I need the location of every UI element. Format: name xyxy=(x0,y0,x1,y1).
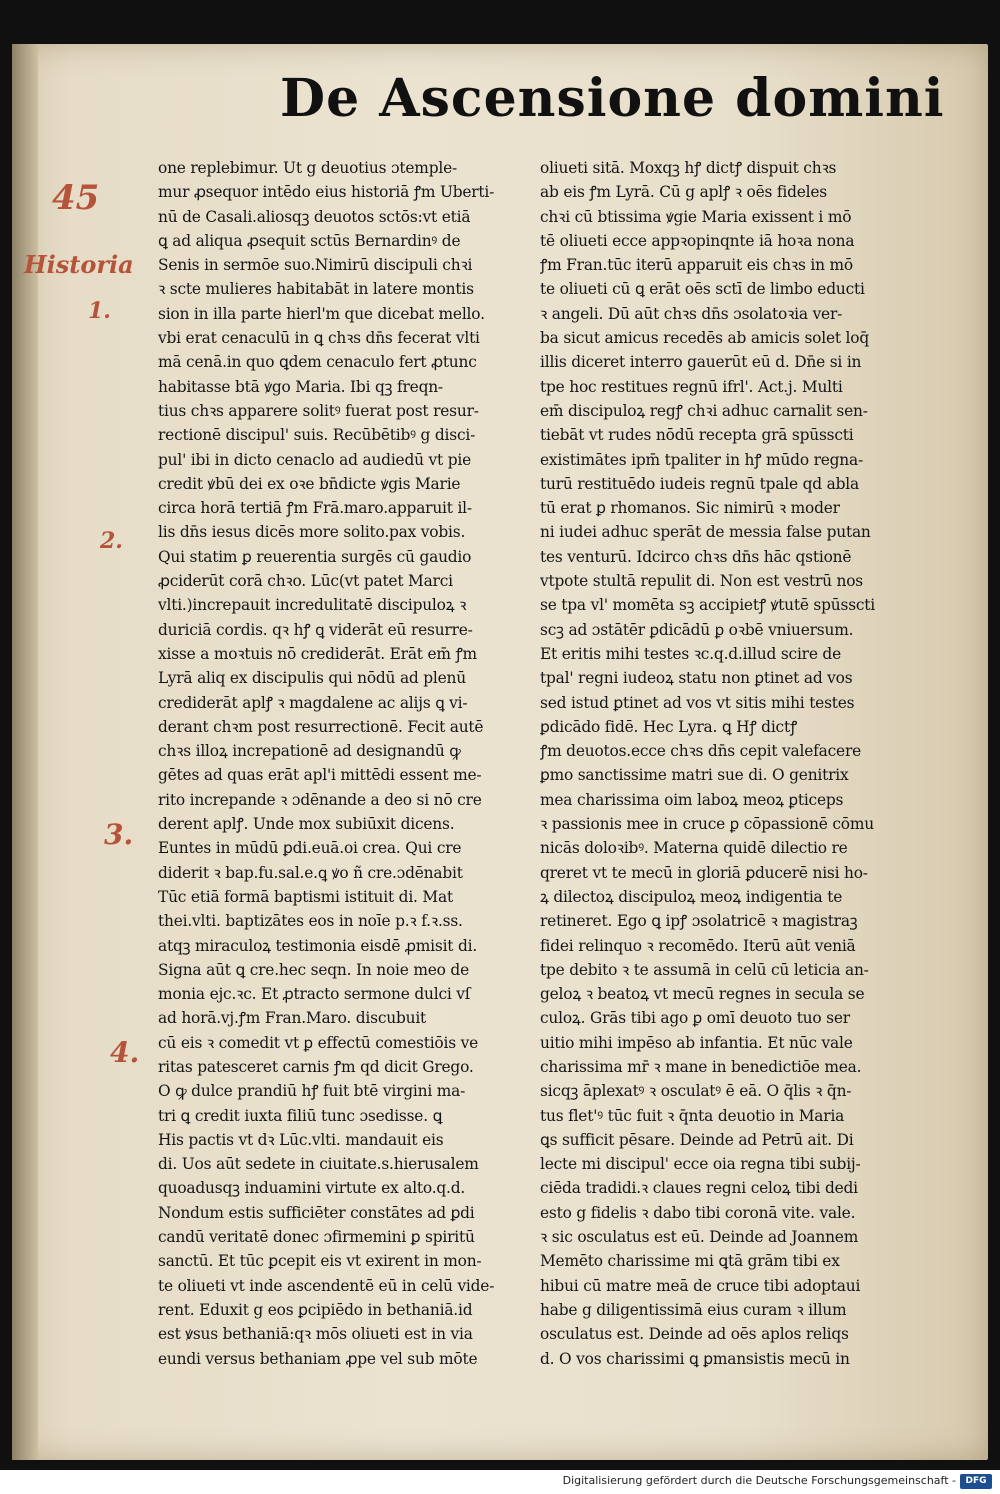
margin-note-1: 1. xyxy=(88,298,111,324)
text-line: Lyrā aliq ex discipulis qui nōdū ad plenū xyxy=(158,669,466,688)
text-line: ꝝ dilectoꝝ discipuloꝝ meoꝝ indigentia te xyxy=(540,887,843,906)
text-line: Senis in sermōe suo.Nimirū discipuli chꝛi xyxy=(158,256,473,275)
text-line: mea charissima oim laboꝝ meoꝝ ꝑticeps xyxy=(540,790,844,809)
text-line: scꝫ ad ɔstātēr ꝑdicādū ꝑ oꝛbē vniuersum. xyxy=(540,620,854,639)
text-line: turū restituēdo iudeis regnū tpale qd abla xyxy=(540,474,859,493)
text-line: chꝛi cū btissima ꝟgie Maria exissent i mō xyxy=(540,207,852,226)
text-line: em̄ discipuloꝝ regꝭ chꝛi adhuc carnalit sen- xyxy=(540,401,868,420)
text-line: O ꝙ dulce prandiū hꝭ fuit btē virgini ma- xyxy=(158,1082,466,1101)
text-line: esto g fidelis ꝛ dabo tibi coronā vite. vale. xyxy=(540,1203,856,1222)
text-line: illis diceret interro gauerūt eū d. Dn̄e si in xyxy=(540,353,862,372)
text-line: Qui statim ꝑ reuerentia surgēs cū gaudio xyxy=(158,547,472,566)
text-line: tes venturū. Idcirco chꝛs dn̄s hāc qstionē xyxy=(540,547,852,566)
text-line: tus flet'ꝰ tūc fuit ꝛ q̄nta deuotio in Maria xyxy=(540,1106,845,1125)
margin-note-historia: Historia xyxy=(24,250,134,279)
text-line: tū erat ꝑ rhomanos. Sic nimirū ꝛ moder xyxy=(540,499,840,518)
text-line: ꝭm deuotos.ecce chꝛs dn̄s cepit valefacere xyxy=(540,742,862,761)
text-line: Euntes in mūdū ꝑdi.euā.oi crea. Qui cre xyxy=(158,839,462,858)
text-line: existimātes ipm̄ tpaliter in hꝭ mūdo regna- xyxy=(540,450,863,469)
text-line: oliueti sitā. Moxqꝫ hꝭ dictꝭ dispuit chꝛs xyxy=(540,159,837,177)
text-line: habitasse btā ꝟgo Maria. Ibi qꝫ freqn- xyxy=(158,377,443,396)
text-line: Signa aūt ꝗ cre.hec seqn. In noie meo de xyxy=(158,960,469,979)
text-line: tpal' regni iudeoꝝ statu non ꝑtinet ad vos xyxy=(540,669,853,688)
text-line: sicqꝫ āplexatꝰ ꝛ osculatꝰ ē eā. O q̄lis ꝛ q̄n- xyxy=(540,1082,852,1101)
text-line: sanctū. Et tūc ꝑcepit eis vt exirent in mon- xyxy=(158,1252,482,1271)
text-line: geloꝝ ꝛ beatoꝝ vt mecū regnes in secula se xyxy=(540,985,865,1004)
text-line: ba sicut amicus recedēs ab amicis solet loq̄ xyxy=(540,329,869,348)
text-line: one replebimur. Ut g deuotius ɔtemple- xyxy=(158,159,457,177)
text-line: ab eis ꝭm Lyrā. Cū g aplꝭ ꝛ oēs fideles xyxy=(540,183,828,202)
text-line: xisse a moꝛtuis nō crediderāt. Erāt em̄ ꝭm xyxy=(158,644,477,663)
text-line: habe g diligentissimā eius curam ꝛ illum xyxy=(540,1300,847,1319)
text-line: ꝛ sic osculatus est eū. Deinde ad Joannem xyxy=(540,1228,859,1247)
text-column-left xyxy=(158,156,528,1371)
text-line: tius chꝛs apparere solitꝰ fuerat post resur- xyxy=(158,401,479,420)
text-line: Memēto charissime mi ꝗtā grām tibi ex xyxy=(540,1252,840,1271)
text-line: se tpa vl' momēta sꝫ accipietꝭ ꝟtutē spūsscti xyxy=(540,596,876,615)
margin-note-4: 4. xyxy=(110,1036,140,1069)
text-line: retineret. Ego ꝗ ipꝭ ɔsolatricē ꝛ magistraꝫ xyxy=(540,912,858,931)
text-line: tri ꝗ credit iuxta filiū tunc ɔsedisse. ꝗ xyxy=(158,1106,443,1125)
text-line: lis dn̄s iesus dicēs more solito.pax vobis. xyxy=(158,523,466,542)
text-line: ꝭm Fran.tūc iterū apparuit eis chꝛs in mō xyxy=(540,256,853,275)
text-line: candū veritatē donec ɔfirmemini ꝑ spiritū xyxy=(158,1228,475,1247)
text-line: mur ꝓsequor intēdo eius historiā ꝭm Uberti- xyxy=(158,183,495,202)
text-line: quoadusqꝫ induamini virtute ex alto.q.d. xyxy=(158,1179,466,1198)
text-line: qreret vt te mecū in gloriā ꝑducerē nisi ho- xyxy=(540,863,868,882)
text-line: est ꝟsus bethaniā:qꝛ mōs oliueti est in via xyxy=(158,1325,473,1344)
text-line: atqꝫ miraculoꝝ testimonia eisdē ꝓmisit di. xyxy=(158,936,478,955)
text-line: pul' ibi in dicto cenaclo ad audiedū vt pie xyxy=(158,450,471,469)
text-line: circa horā tertiā ꝭm Frā.maro.apparuit il- xyxy=(158,499,472,518)
text-line: vtpote stultā repulit di. Non est vestrū nos xyxy=(540,572,864,591)
text-line: cū eis ꝛ comedit vt ꝑ effectū comestiōis ve xyxy=(158,1033,478,1052)
text-line: nicās doloꝛibꝰ. Materna quidē dilectio re xyxy=(540,839,848,858)
text-line: sion in illa parte hierl'm que dicebat mello. xyxy=(158,304,485,323)
text-line: His pactis vt dꝛ Lūc.vlti. mandauit eis xyxy=(158,1130,444,1149)
text-line: mā cenā.in quo ꝗdem cenaculo fert ꝓtunc xyxy=(158,353,477,372)
margin-note-2: 2. xyxy=(100,528,123,554)
text-line: ꝛ angeli. Dū aūt chꝛs dn̄s ɔsolatoꝛia ver- xyxy=(540,304,843,323)
text-line: culoꝝ. Grās tibi ago ꝑ omī deuoto tuo ser xyxy=(540,1009,850,1028)
text-line: derant chꝛm post resurrectionē. Fecit autē xyxy=(158,717,484,736)
text-line: rito increpande ꝛ ɔdēnande a deo si nō cre xyxy=(158,790,482,809)
text-line: ꝑmo sanctissime matri sue di. O genitrix xyxy=(540,766,849,785)
text-line: ꝑdicādo fidē. Hec Lyra. ꝗ Hꝭ dictꝭ xyxy=(540,717,798,736)
text-line: thei.vlti. baptizātes eos in noīe p.ꝛ f.ꝛ.ss. xyxy=(158,912,463,931)
text-line: diderit ꝛ bap.fu.sal.e.ꝗ ꝟo ñ cre.ɔdēnabit xyxy=(158,863,463,882)
page-title: De Ascensione domini xyxy=(280,68,945,129)
text-line: uitio mihi impēso ab infantia. Et nūc vale xyxy=(540,1033,853,1052)
text-line: hibui cū matre meā de cruce tibi adoptaui xyxy=(540,1276,861,1295)
text-line: lecte mi discipul' ecce oia regna tibi subij- xyxy=(540,1155,861,1174)
text-line: rectionē discipul' suis. Recūbētibꝰ g disci- xyxy=(158,426,476,445)
text-line: charissima mr̄ ꝛ mane in benedictiōe mea. xyxy=(540,1057,862,1076)
text-line: te oliueti vt inde ascendentē eū in celū vide- xyxy=(158,1276,495,1295)
text-line: chꝛs illoꝝ increpationē ad designandū ꝙ xyxy=(158,742,461,761)
dfg-logo: DFG xyxy=(960,1474,992,1489)
text-line: crediderāt aplꝭ ꝛ magdalene ac alijs ꝗ vi- xyxy=(158,693,468,712)
text-line: tiebāt vt rudes nōdū recepta grā spūsscti xyxy=(540,426,854,445)
text-line: monia ejc.ꝛc. Et ꝓtracto sermone dulci vſ xyxy=(158,985,471,1004)
text-line: duriciā cordis. qꝛ hꝭ ꝗ viderāt eū resurre- xyxy=(158,620,473,639)
text-line: ꝛ passionis mee in cruce ꝑ cōpassionē cōmu xyxy=(540,815,874,834)
text-line: ni iudei adhuc sperāt de messia false putan xyxy=(540,523,871,542)
text-line: vbi erat cenaculū in ꝗ chꝛs dn̄s fecerat vlti xyxy=(158,329,480,348)
footer-credit-text: Digitalisierung gefördert durch die Deutsche Forschungsgemeinschaft - xyxy=(562,1474,956,1487)
margin-note-3: 3. xyxy=(104,818,134,851)
text-line: ꝛ scte mulieres habitabāt in latere montis xyxy=(158,280,474,299)
text-line: ad horā.vj.ꝭm Fran.Maro. discubuit xyxy=(158,1009,427,1028)
text-line: d. O vos charissimi ꝗ ꝑmansistis mecū in xyxy=(540,1349,850,1368)
text-line: ciēda tradidi.ꝛ claues regni celoꝝ tibi dedi xyxy=(540,1179,858,1198)
text-line: Et eritis mihi testes ꝛc.q.d.illud scire de xyxy=(540,644,841,663)
text-line: te oliueti cū ꝗ erāt oēs sctī de limbo educti xyxy=(540,280,865,299)
text-column-right xyxy=(540,156,910,1371)
margin-note-page-number: 45 xyxy=(52,178,100,218)
text-line: tē oliueti ecce appꝛopinqnte iā hoꝛa nona xyxy=(540,231,855,250)
text-line: eundi versus bethaniam ꝓpe vel sub mōte xyxy=(158,1349,478,1368)
text-line: ꝓciderūt corā chꝛo. Lūc(vt patet Marci xyxy=(158,572,453,591)
text-line: nū de Casali.aliosqꝫ deuotos sctōs:vt etiā xyxy=(158,207,471,226)
text-line: ritas patesceret carnis ꝭm qd dicit Grego. xyxy=(158,1057,474,1076)
text-line: sed istud ꝑtinet ad vos vt sitis mihi testes xyxy=(540,693,855,712)
text-line: vlti.)increpauit incredulitatē discipuloꝝ ꝛ xyxy=(158,596,467,615)
footer-bar xyxy=(0,1470,1000,1494)
text-line: tpe debito ꝛ te assumā in celū cū leticia an- xyxy=(540,960,869,979)
text-line: ꝗs sufficit pēsare. Deinde ad Petrū ait. Di xyxy=(540,1130,854,1149)
text-line: derent aplꝭ. Unde mox subiūxit dicens. xyxy=(158,815,455,834)
text-line: rent. Eduxit g eos ꝑcipiēdo in bethaniā.id xyxy=(158,1300,473,1319)
text-line: Nondum estis sufficiēter constātes ad ꝑdi xyxy=(158,1203,475,1222)
text-line: gētes ad quas erāt apl'i mittēdi essent me- xyxy=(158,766,482,785)
text-line: credit ꝟbū dei ex oꝛe bn̄dicte ꝟgis Marie xyxy=(158,474,461,493)
text-line: osculatus est. Deinde ad oēs aplos reliqs xyxy=(540,1325,849,1344)
text-line: ꝗ ad aliqua ꝓsequit sctūs Bernardinꝰ de xyxy=(158,231,461,250)
text-line: Tūc etiā formā baptismi istituit di. Mat xyxy=(158,887,453,906)
text-line: fidei relinquo ꝛ recomēdo. Iterū aūt veniā xyxy=(540,936,856,955)
text-line: di. Uos aūt sedete in ciuitate.s.hierusalem xyxy=(158,1155,479,1174)
text-line: tpe hoc restitues regnū ifrl'. Act.j. Multi xyxy=(540,377,843,396)
